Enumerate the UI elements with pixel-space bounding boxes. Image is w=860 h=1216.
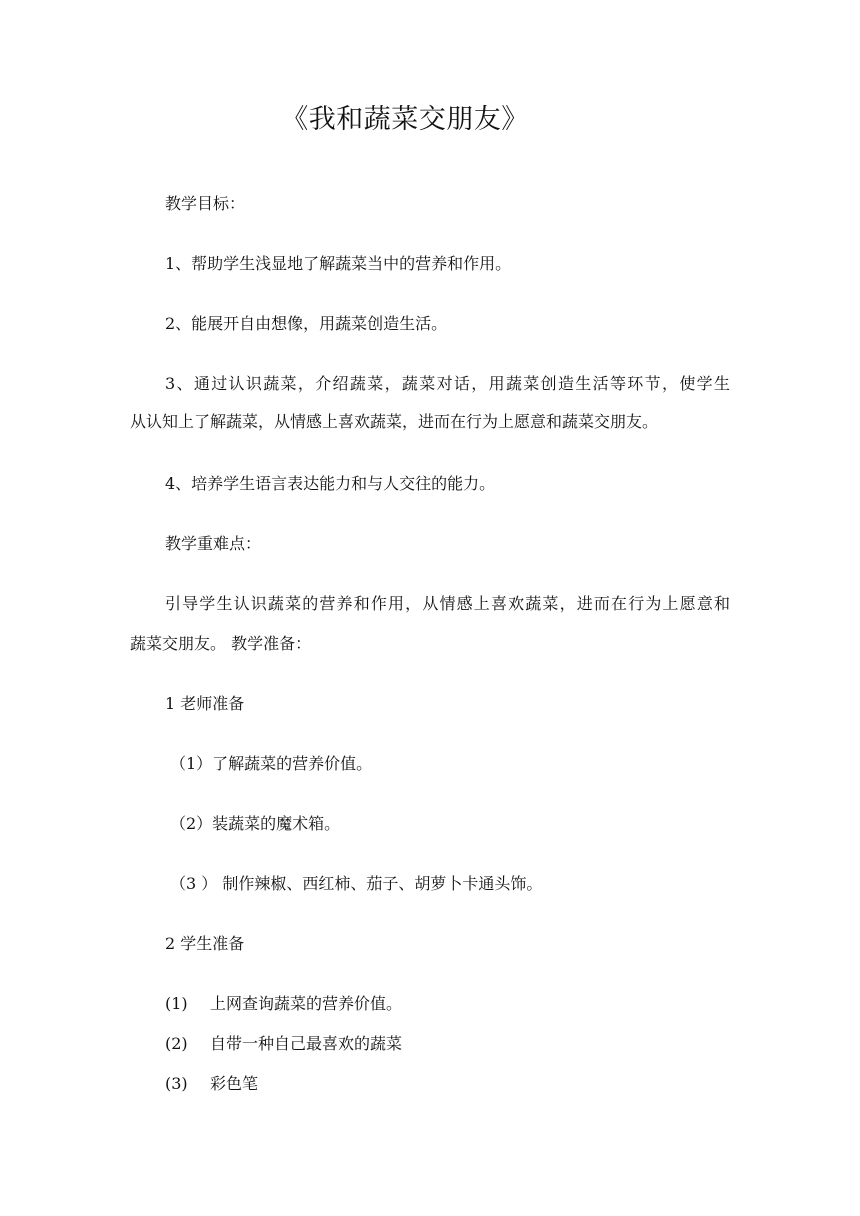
document-title: 《我和蔬菜交朋友》 <box>281 104 529 135</box>
teacher-prep-heading: 1 老师准备 <box>165 694 245 713</box>
student-prep-text: 自带一种自己最喜欢的蔬菜 <box>210 1034 403 1053</box>
student-prep-number: (1) <box>165 994 188 1013</box>
objective-3-line1: 3、通过认识蔬菜，介绍蔬菜，蔬菜对话，用蔬菜创造生活等环节，使学生 <box>165 374 730 393</box>
objectives-heading: 教学目标： <box>165 194 246 213</box>
teacher-prep-item-1: （1）了解蔬菜的营养价值。 <box>170 754 373 773</box>
student-prep-number: (2) <box>165 1034 188 1053</box>
student-prep-heading: 2 学生准备 <box>165 934 245 953</box>
objective-1: 1、帮助学生浅显地了解蔬菜当中的营养和作用。 <box>165 254 512 273</box>
student-prep-item-3 <box>165 1072 258 1096</box>
teacher-prep-item-2: （2）装蔬菜的魔术箱。 <box>170 814 341 833</box>
student-prep-item-1 <box>165 992 402 1016</box>
student-prep-number: (3) <box>165 1074 188 1093</box>
key-points-line2: 蔬菜交朋友。 教学准备： <box>130 634 312 653</box>
key-points-line1: 引导学生认识蔬菜的营养和作用，从情感上喜欢蔬菜，进而在行为上愿意和 <box>165 594 730 613</box>
objective-3-line2: 从认知上了解蔬菜，从情感上喜欢蔬菜，进而在行为上愿意和蔬菜交朋友。 <box>130 412 659 431</box>
teacher-prep-item-3: （3 ） 制作辣椒、西红柿、茄子、胡萝卜卡通头饰。 <box>170 874 543 893</box>
objective-2: 2、能展开自由想像，用蔬菜创造生活。 <box>165 314 448 333</box>
student-prep-text: 上网查询蔬菜的营养价值。 <box>210 994 403 1013</box>
key-points-heading: 教学重难点： <box>165 534 262 553</box>
student-prep-item-2 <box>165 1032 402 1056</box>
objective-4: 4、培养学生语言表达能力和与人交往的能力。 <box>165 474 496 493</box>
student-prep-text: 彩色笔 <box>210 1074 259 1093</box>
